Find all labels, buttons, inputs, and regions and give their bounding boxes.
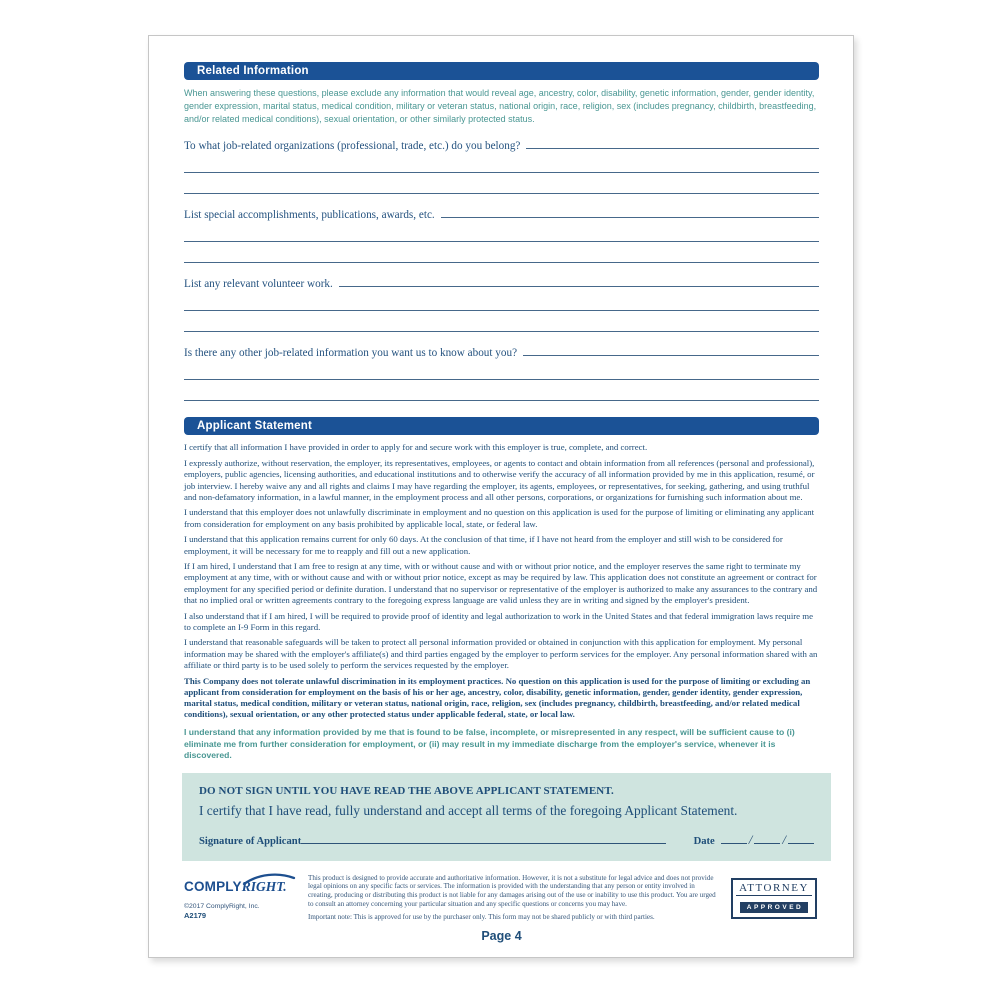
statement-paragraph-certify: I certify that all information I have provided in order to apply for and secure work with this employer is true, complete, and correct. xyxy=(184,442,648,453)
date-separator: / xyxy=(748,831,753,847)
question-organizations-label: To what job-related organizations (professional, trade, etc.) do you belong? xyxy=(184,140,521,153)
statement-paragraph-no-discrimination-bold: This Company does not tolerate unlawful discrimination in its employment practices. No question on this application is used for the purpose of limiting or excluding an applicant from consideration for employment on the basis of his or her age, ancestry, color, disability, genetic information, gender, gender identity, gender expression, marital status, medical condition, military or veteran status, national origin, race, religion, sex (includes pregnancy, childbirth, breastfeeding, and/or related medical conditions), sexual orientation, or any other protected status under applicable federal, state, or local law. xyxy=(184,675,811,720)
form-footer xyxy=(184,874,819,923)
answer-line[interactable] xyxy=(523,344,819,356)
answer-line[interactable] xyxy=(184,152,819,173)
question-block-other-information xyxy=(184,344,819,401)
approved-badge-text: APPROVED xyxy=(740,902,808,913)
applicant-statement-header xyxy=(184,417,819,435)
answer-line[interactable] xyxy=(441,206,819,218)
statement-paragraph-i9: I also understand that if I am hired, I will be required to provide proof of identity and legal authorization to work in the United States and that federal immigration laws require me to complete an I-9 Form in this regard. xyxy=(184,610,814,632)
answer-line[interactable] xyxy=(184,311,819,332)
question-accomplishments-label: List special accomplishments, publications, awards, etc. xyxy=(184,209,435,222)
statement-paragraph-privacy: I understand that reasonable safeguards will be taken to protect all personal information provided or obtained in conjunction with this application for employment. My personal information may be shared with the employer's affiliate(s) and third parties engaged by the employer to perform services for the employer. Any personal information shared with an affiliate or third party is to be used solely to perform the services requested by the employer. xyxy=(184,637,818,670)
date-separator: / xyxy=(782,831,786,847)
logo-swoosh-icon xyxy=(242,871,296,886)
page-number: Page 4 xyxy=(481,929,522,944)
logo-text-right: RIGHT. xyxy=(241,878,287,894)
date-year-field[interactable] xyxy=(788,833,814,844)
complyright-logo xyxy=(184,878,302,896)
question-block-volunteer-work xyxy=(184,275,819,332)
date-month-field[interactable] xyxy=(721,833,747,844)
answer-line[interactable] xyxy=(339,275,819,287)
answer-line[interactable] xyxy=(184,173,819,194)
signature-certify-statement: I certify that I have read, fully understand and accept all terms of the foregoing Applicant Statement. xyxy=(199,802,738,818)
question-block-organizations xyxy=(184,137,819,194)
form-number: A2179 xyxy=(184,910,207,920)
application-form-page xyxy=(148,35,854,958)
statement-paragraph-authorization: I expressly authorize, without reservation, the employer, its representatives, employees, or agents to contact and obtain information from all references (personal and professional), employers, public agencies, licensing authorities, and educational institutions and to otherwise verify the accuracy of all information provided by me in this application, resumé, or job interview. I hereby waive any and all rights and claims I may have regarding the employer, its agents, employees, or representatives, for seeking, gathering, and using truthful and non-defamatory information, in a lawful manner, in the employment process and all other persons, corporations, or organizations for furnishing such information about me. xyxy=(184,458,815,502)
logo-text-comply: COMPLY xyxy=(184,878,242,894)
signature-line[interactable] xyxy=(301,833,665,844)
attorney-approved-badge xyxy=(731,878,817,919)
applicant-statement-header-label: Applicant Statement xyxy=(197,420,312,433)
related-information-header xyxy=(184,62,819,80)
answer-line[interactable] xyxy=(184,290,819,311)
statement-paragraph-nondiscrimination: I understand that this employer does not unlawfully discriminate in employment and no question on this application is used for the purpose of limiting or eliminating any applicant from consideration for employment on any basis prohibited by applicable local, state, or federal law. xyxy=(184,507,815,529)
signature-of-applicant-label: Signature of Applicant xyxy=(199,835,302,847)
legal-disclaimer: This product is designed to provide accurate and authoritative information. However, it is not a substitute for legal advice and does not provide legal opinions on any specific facts or services. The information is provided with the understanding that any person or entity involved in creating, producing or distributing this product is not liable for any damages arising out of the use or inability to use this product. You are urged to consult an attorney concerning your particular situation and any specific questions or concerns you may have. xyxy=(308,873,716,909)
important-note: Important note: This is approved for use by the purchaser only. This form may not be shared publicly or with third parties. xyxy=(308,913,655,922)
date-day-field[interactable] xyxy=(754,833,780,844)
date-label: Date xyxy=(693,835,715,847)
copyright-line: ©2017 ComplyRight, Inc. xyxy=(184,902,260,910)
answer-line[interactable] xyxy=(184,242,819,263)
statement-paragraph-60-days: I understand that this application remains current for only 60 days. At the conclusion of that time, if I have not heard from the employer and still wish to be considered for employment, it will be necessary for me to reapply and fill out a new application. xyxy=(184,534,783,556)
question-other-information-label: Is there any other job-related information you want us to know about you? xyxy=(184,347,518,360)
attorney-badge-text: ATTORNEY xyxy=(736,882,812,896)
answer-line[interactable] xyxy=(184,221,819,242)
question-volunteer-work-label: List any relevant volunteer work. xyxy=(184,278,333,291)
related-information-header-label: Related Information xyxy=(197,65,309,77)
statement-paragraph-falsification-warning: I understand that any information provided by me that is found to be false, incomplete, or misrepresented in any respect, will be sufficient cause to (i) eliminate me from further consideration for employment, or (ii) may result in my immediate discharge from the employer's service, whenever it is discovered. xyxy=(184,727,795,761)
statement-paragraph-at-will: If I am hired, I understand that I am free to resign at any time, with or without cause and with or without prior notice, and the employer reserves the same right to terminate my employment at any time, with or without cause and with or without prior notice, except as may be required by law. This application does not constitute an agreement or contract for employment for any specified period or definite duration. I understand that no supervisor or representative of the employer is authorized to make any assurances to the contrary and that no implied oral or written agreements contrary to the foregoing express language are valid unless they are in writing and signed by the employer's president. xyxy=(184,561,818,605)
eeo-exclusion-note: When answering these questions, please exclude any information that would reveal age, ancestry, color, disability, genetic information, gender, gender identity, gender expression, marital status, medical condition, military or veteran status, national origin, race, religion, sex (includes pregnancy, childbirth, breastfeeding, and/or related medical conditions), sexual orientation, or other similarly protected status. xyxy=(184,88,817,124)
answer-line[interactable] xyxy=(526,137,819,149)
question-block-accomplishments xyxy=(184,206,819,263)
signature-box xyxy=(182,773,831,861)
answer-line[interactable] xyxy=(184,359,819,380)
do-not-sign-warning: DO NOT SIGN UNTIL YOU HAVE READ THE ABOVE APPLICANT STATEMENT. xyxy=(199,784,614,797)
answer-line[interactable] xyxy=(184,380,819,401)
